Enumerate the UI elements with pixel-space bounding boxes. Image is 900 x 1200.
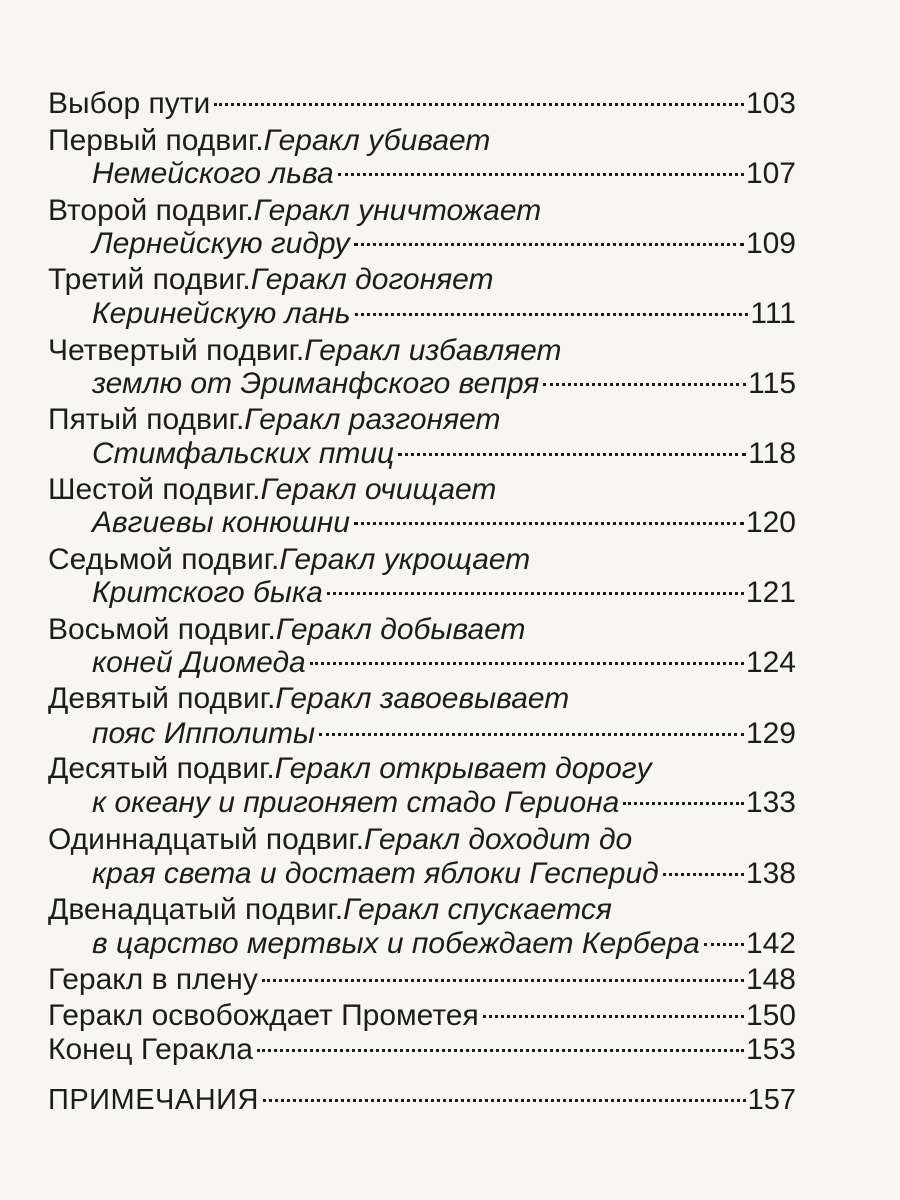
toc-entry-subtitle: Геракл избавляет: [304, 334, 562, 367]
toc-entry-subtitle: Геракл убивает: [263, 124, 491, 157]
toc-entry-subtitle: Керинейскую лань: [92, 297, 351, 330]
toc-entry-title: Второй подвиг.: [48, 194, 254, 227]
toc-entry-end-of-heracles[interactable]: [48, 1032, 796, 1068]
toc-page-number: 142: [745, 927, 796, 960]
dot-leader: [354, 522, 744, 525]
toc-page-number: 115: [748, 367, 796, 400]
toc-entry-title: Пятый подвиг.: [48, 403, 245, 436]
toc-entry-title: Шестой подвиг.: [48, 473, 261, 506]
toc-entry-title: Седьмой подвиг.: [48, 543, 280, 576]
toc-entry-subtitle: Немейского льва: [92, 157, 334, 190]
toc-entry-seventh-labour-cont[interactable]: [92, 575, 796, 611]
toc-entry-fourth-labour-cont[interactable]: [92, 366, 796, 402]
dot-leader: [319, 733, 744, 736]
toc-entry-first-labour-cont[interactable]: [92, 156, 796, 192]
toc-entry-third-labour-cont[interactable]: [92, 296, 796, 332]
toc-page-number: 103: [745, 87, 796, 120]
toc-entry-ninth-labour[interactable]: [48, 681, 569, 717]
toc-entry-subtitle: Стимфальских птиц: [92, 437, 395, 470]
toc-entry-subtitle: Лернейскую гидру: [92, 227, 350, 260]
toc-entry-subtitle: Критского быка: [92, 576, 323, 609]
toc-entry-subtitle: коней Диомеда: [92, 646, 306, 679]
toc-entry-title: Геракл освобождает Прометея: [48, 999, 479, 1032]
toc-entry-first-labour[interactable]: [48, 123, 490, 159]
toc-entry-title: Девятый подвиг.: [48, 682, 276, 715]
toc-entry-heracles-captive[interactable]: [48, 962, 796, 998]
toc-entry-title: Первый подвиг.: [48, 124, 264, 157]
toc-entry-subtitle: Геракл завоевывает: [275, 682, 570, 715]
toc-page-number: 133: [745, 786, 796, 819]
toc-entry-twelfth-labour-cont[interactable]: [92, 926, 796, 962]
toc-page-number: 121: [745, 576, 796, 609]
dot-leader: [262, 979, 744, 982]
toc-entry-eighth-labour[interactable]: [48, 612, 526, 648]
toc-entry-subtitle: к океану и пригоняет стадо Гериона: [92, 786, 620, 819]
toc-entry-title: Одиннадцатый подвиг.: [48, 823, 364, 856]
dot-leader: [355, 313, 749, 316]
dot-leader: [354, 243, 744, 246]
toc-entry-subtitle: землю от Эриманфского вепря: [92, 367, 540, 400]
toc-entry-title: Восьмой подвиг.: [48, 613, 276, 646]
toc-entry-subtitle: края света и достает яблоки Гесперид: [92, 857, 659, 890]
toc-entry-subtitle: Геракл открывает дорогу: [274, 752, 652, 785]
toc-entry-eleventh-labour-cont[interactable]: [92, 856, 796, 892]
toc-entry-sixth-labour[interactable]: [48, 472, 496, 508]
dot-leader: [214, 103, 744, 106]
toc-entry-vybor-puti[interactable]: [48, 86, 796, 122]
dot-leader: [310, 662, 744, 665]
toc-entry-seventh-labour[interactable]: [48, 542, 530, 578]
toc-page-number: 118: [748, 437, 796, 470]
toc-entry-title: Выбор пути: [48, 87, 211, 120]
dot-leader: [663, 873, 744, 876]
toc-entry-second-labour-cont[interactable]: [92, 226, 796, 262]
toc-entry-subtitle: Геракл очищает: [260, 473, 497, 506]
toc-entry-subtitle: Авгиевы конюшни: [92, 506, 350, 539]
toc-entry-eighth-labour-cont[interactable]: [92, 645, 796, 681]
toc-entry-tenth-labour[interactable]: [48, 751, 652, 787]
dot-leader: [543, 383, 746, 386]
toc-entry-title: Конец Геракла: [48, 1033, 253, 1066]
dot-leader: [398, 453, 746, 456]
toc-page-number: 109: [745, 227, 796, 260]
toc-entry-fifth-labour[interactable]: [48, 402, 500, 438]
toc-entry-ninth-labour-cont[interactable]: [92, 716, 796, 752]
toc-entry-notes[interactable]: [48, 1082, 796, 1118]
dot-leader: [263, 1099, 746, 1102]
toc-entry-tenth-labour-cont[interactable]: [92, 785, 796, 821]
toc-entry-title: Двенадцатый подвиг.: [48, 893, 344, 926]
dot-leader: [483, 1015, 744, 1018]
toc-page-number: 107: [745, 157, 796, 190]
dot-leader: [327, 592, 744, 595]
toc-entry-sixth-labour-cont[interactable]: [92, 505, 796, 541]
toc-entry-subtitle: Геракл разгоняет: [244, 403, 501, 436]
dot-leader: [704, 943, 744, 946]
toc-entry-heracles-frees-prometheus[interactable]: [48, 998, 796, 1034]
toc-entry-subtitle: пояс Ипполиты: [92, 717, 316, 750]
toc-entry-subtitle: в царство мертвых и побеждает Кербера: [92, 927, 700, 960]
toc-entry-title: Десятый подвиг.: [48, 752, 275, 785]
toc-entry-second-labour[interactable]: [48, 193, 541, 229]
toc-entry-title: ПРИМЕЧАНИЯ: [48, 1084, 259, 1116]
toc-entry-title: Геракл в плену: [48, 963, 258, 996]
toc-entry-subtitle: Геракл укрощает: [279, 543, 531, 576]
toc-entry-title: Четвертый подвиг.: [48, 334, 305, 367]
toc-page-number: 138: [745, 857, 796, 890]
dot-leader: [257, 1049, 744, 1052]
toc-entry-eleventh-labour[interactable]: [48, 822, 632, 858]
toc-page-number: 120: [745, 506, 796, 539]
toc-entry-title: Третий подвиг.: [48, 263, 251, 296]
toc-entry-twelfth-labour[interactable]: [48, 892, 612, 928]
toc-page-number: 124: [745, 646, 796, 679]
toc-entry-subtitle: Геракл добывает: [275, 613, 526, 646]
toc-page-number: 157: [747, 1084, 796, 1116]
toc-entry-subtitle: Геракл спускается: [343, 893, 612, 926]
toc-entry-fifth-labour-cont[interactable]: [92, 436, 796, 472]
toc-entry-subtitle: Геракл доходит до: [363, 823, 633, 856]
toc-entry-subtitle: Геракл уничтожает: [253, 194, 542, 227]
toc-entry-third-labour[interactable]: [48, 262, 493, 298]
toc-page-number: 153: [745, 1033, 796, 1066]
toc-entry-fourth-labour[interactable]: [48, 333, 562, 369]
dot-leader: [623, 802, 744, 805]
toc-page-number: 129: [745, 717, 796, 750]
toc-page-number: 148: [745, 963, 796, 996]
toc-page-number: 111: [750, 297, 796, 330]
dot-leader: [338, 173, 744, 176]
toc-page-number: 150: [745, 999, 796, 1032]
toc-entry-subtitle: Геракл догоняет: [250, 263, 494, 296]
